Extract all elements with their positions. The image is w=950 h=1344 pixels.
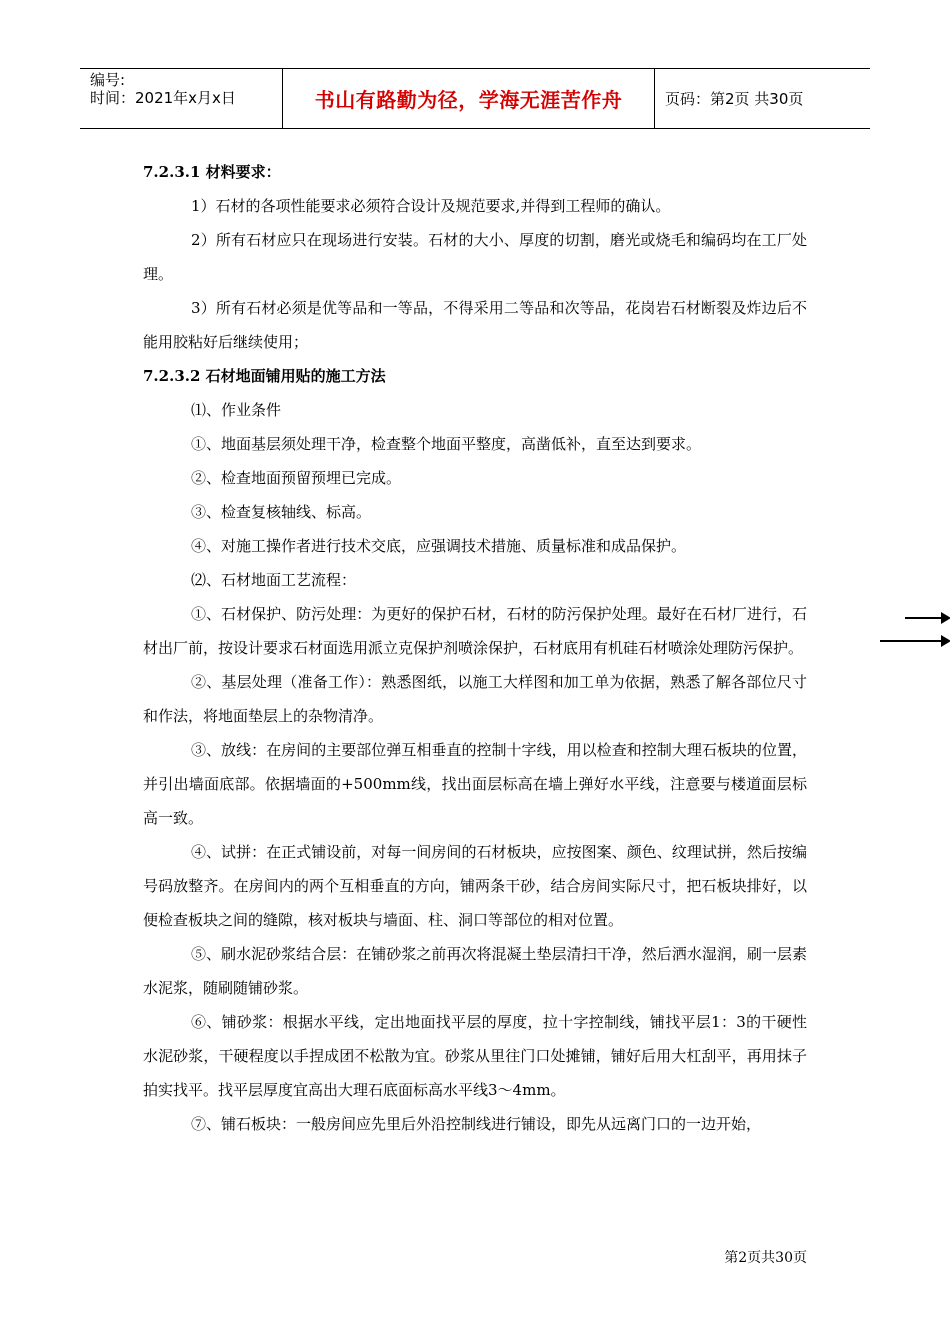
paragraph: 1）石材的各项性能要求必须符合设计及规范要求,并得到工程师的确认。 xyxy=(191,197,671,215)
paragraph: ③、放线：在房间的主要部位弹互相垂直的控制十字线，用以检查和控制大理石板块的位置，并引出墙面底部。依据墙面的+500mm线，找出面层标高在墙上弹好水平线，注意要与楼道面层标高一致。 xyxy=(143,741,807,827)
document-date: 时间：2021年x月x日 xyxy=(90,89,236,107)
header-page-number: 页码：第2页 共30页 xyxy=(665,90,804,108)
paragraph: ⑤、刷水泥砂浆结合层：在铺砂浆之前再次将混凝土垫层清扫干净，然后洒水湿润，刷一层素水泥浆，随刷随铺砂浆。 xyxy=(143,945,807,997)
paragraph: ②、基层处理（准备工作）：熟悉图纸，以施工大样图和加工单为依据，熟悉了解各部位尺寸和作法，将地面垫层上的杂物清净。 xyxy=(143,673,807,725)
document-number-label: 编号: xyxy=(90,71,126,89)
margin-arrow-icon xyxy=(905,617,949,619)
paragraph: ⑦、铺石板块：一般房间应先里后外沿控制线进行铺设，即先从远离门口的一边开始， xyxy=(191,1115,762,1133)
paragraph: ①、地面基层须处理干净，检查整个地面平整度，高凿低补，直至达到要求。 xyxy=(191,435,702,453)
paragraph: 2）所有石材应只在现场进行安装。石材的大小、厚度的切割，磨光或烧毛和编码均在工厂处理。 xyxy=(143,231,807,283)
page-header xyxy=(80,68,870,129)
section-heading: 7.2.3.2 石材地面铺用贴的施工方法 xyxy=(143,367,386,385)
paragraph: ④、对施工操作者进行技术交底，应强调技术措施、质量标准和成品保护。 xyxy=(191,537,687,555)
paragraph: 3）所有石材必须是优等品和一等品，不得采用二等品和次等品，花岗岩石材断裂及炸边后不能用胶粘好后继续使用； xyxy=(143,299,807,351)
paragraph: ②、检查地面预留预埋已完成。 xyxy=(191,469,402,487)
paragraph: ⑴、作业条件 xyxy=(191,401,282,419)
margin-arrow-icon xyxy=(880,640,949,642)
document-body xyxy=(143,155,807,1141)
section-heading: 7.2.3.1 材料要求： xyxy=(143,163,281,181)
paragraph: ④、试拼：在正式铺设前，对每一间房间的石材板块，应按图案、颜色、纹理试拼，然后按编号码放整齐。在房间内的两个互相垂直的方向，铺两条干砂，结合房间实际尺寸，把石板块排好，以便检查板块之间的缝隙，核对板块与墙面、柱、洞口等部位的相对位置。 xyxy=(143,843,807,929)
header-motto: 书山有路勤为径，学海无涯苦作舟 xyxy=(282,69,655,128)
paragraph: ③、检查复核轴线、标高。 xyxy=(191,503,372,521)
paragraph: ⑵、石材地面工艺流程： xyxy=(191,571,357,589)
paragraph: ①、石材保护、防污处理：为更好的保护石材，石材的防污保护处理。最好在石材厂进行，石材出厂前，按设计要求石材面选用派立克保护剂喷涂保护，石材底用有机硅石材喷涂处理防污保护。 xyxy=(143,605,807,657)
header-meta xyxy=(80,69,282,128)
page-footer: 第2页共30页 xyxy=(724,1250,807,1266)
paragraph: ⑥、铺砂浆：根据水平线，定出地面找平层的厚度，拉十字控制线，铺找平层1：3的干硬性水泥砂浆，干硬程度以手捏成团不松散为宜。砂浆从里往门口处摊铺，铺好后用大杠刮平，再用抹子拍实找平。找平层厚度宜高出大理石底面标高水平线3～4mm。 xyxy=(143,1013,807,1099)
